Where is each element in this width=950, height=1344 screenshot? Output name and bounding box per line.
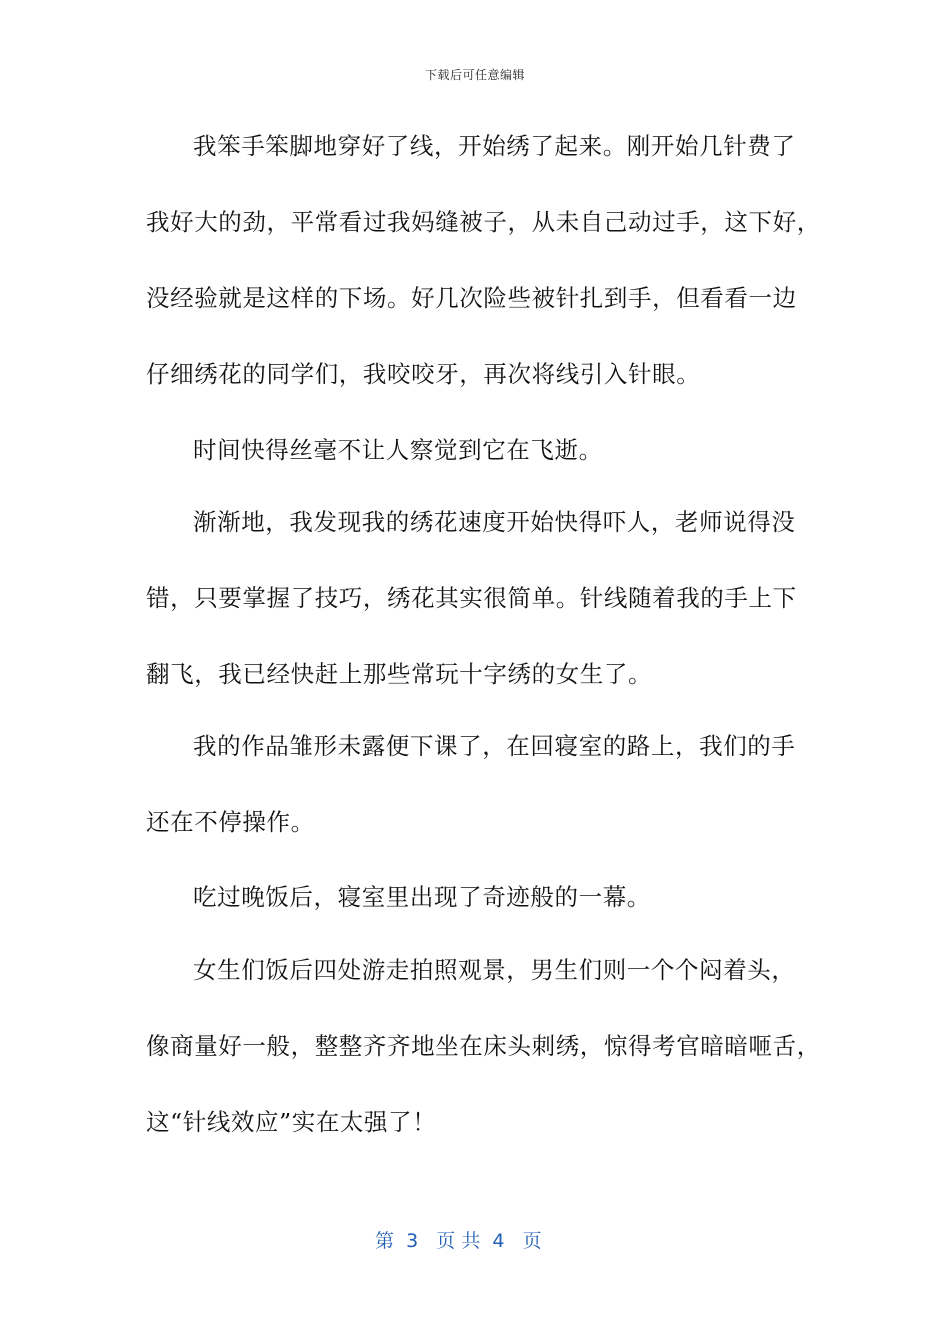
text-line: 这“针线效应”实在太强了！: [146, 1108, 437, 1136]
header-note: 下载后可任意编辑: [424, 68, 525, 82]
text-line: 还在不停操作。: [146, 808, 315, 836]
text-line: 翻飞，我已经快赶上那些常玩十字绣的女生了。: [146, 660, 653, 688]
text-line: 时间快得丝毫不让人察觉到它在飞逝。: [193, 436, 603, 464]
text-line: 吃过晚饭后，寝室里出现了奇迹般的一幕。: [193, 883, 651, 911]
text-line: 仔细绣花的同学们，我咬咬牙，再次将线引入针眼。: [146, 360, 701, 388]
text-line: 我笨手笨脚地穿好了线，开始绣了起来。刚开始几针费了: [193, 132, 796, 160]
page-number-footer: 第 3 页 共 4 页: [375, 1230, 542, 1252]
text-line: 渐渐地，我发现我的绣花速度开始快得吓人，老师说得没: [193, 508, 796, 536]
text-line: 我好大的劲，平常看过我妈缝被子，从未自己动过手，这下好，: [146, 208, 821, 236]
text-line: 女生们饭后四处游走拍照观景，男生们则一个个闷着头，: [193, 956, 796, 984]
text-line: 我的作品雏形未露便下课了，在回寝室的路上，我们的手: [193, 732, 796, 760]
text-line: 没经验就是这样的下场。好几次险些被针扎到手，但看看一边: [146, 284, 797, 312]
text-line: 错，只要掌握了技巧，绣花其实很简单。针线随着我的手上下: [146, 584, 797, 612]
text-line: 像商量好一般，整整齐齐地坐在床头刺绣，惊得考官暗暗咂舌，: [146, 1032, 821, 1060]
